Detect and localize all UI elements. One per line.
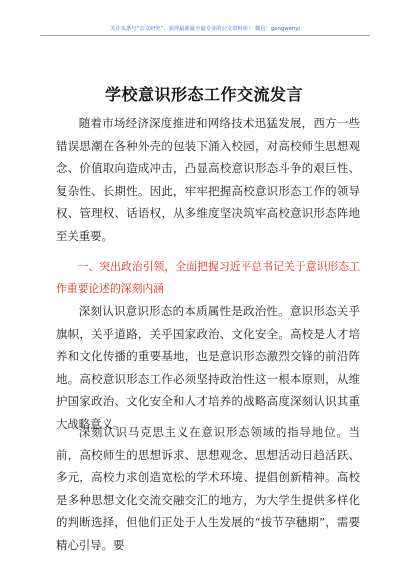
header-banner: 关注头条号“公文研究”，获得最新最全最专业的公文资料库！ 微信：gongwenyj xyxy=(40,24,370,36)
paragraph-marxism-guidance: 深刻认识马克思主义在意识形态领域的指导地位。当前，高校师生的思想诉求、思想观念、思想活动日趋活跃、多元，高校力求创造宽松的学术环境、提倡创新精神。高校是多种思想文化交流交融交汇的地方，为大学生提供多样化的判断选择，但他们正处于人生发展的“拔节孕穗期”，需要精心引导。要 xyxy=(56,425,360,552)
paragraph-intro: 随着市场经济深度推进和网络技术迅猛发展，西方一些错误思潮在各种外壳的包装下涌入校园，对高校师生思想观念、价值取向造成冲击，凸显高校意识形态斗争的艰巨性、复杂性、长期性。因此，牢牢把握高校意识形态工作的领导权、管理权、话语权，从多维度坚决筑牢高校意识形态阵地至关重要。 xyxy=(56,116,360,243)
document-title: 学校意识形态工作交流发言 xyxy=(104,85,303,104)
paragraph-political-nature: 深刻认识意识形态的本质属性是政治性。意识形态关乎旗帜，关乎道路，关乎国家政治、文化安全。高校是人才培养和文化传播的重要基地，也是意识形态激烈交锋的前沿阵地。高校意识形态工作必须坚持政治性这一根本原则，从维护国家政治、文化安全和人才培养的战略高度深刻认识其重大战略意义。 xyxy=(56,304,360,431)
section-heading-1: 一、突出政治引领，全面把握习近平总书记关于意识形态工作重要论述的深刻内涵 xyxy=(56,260,360,295)
